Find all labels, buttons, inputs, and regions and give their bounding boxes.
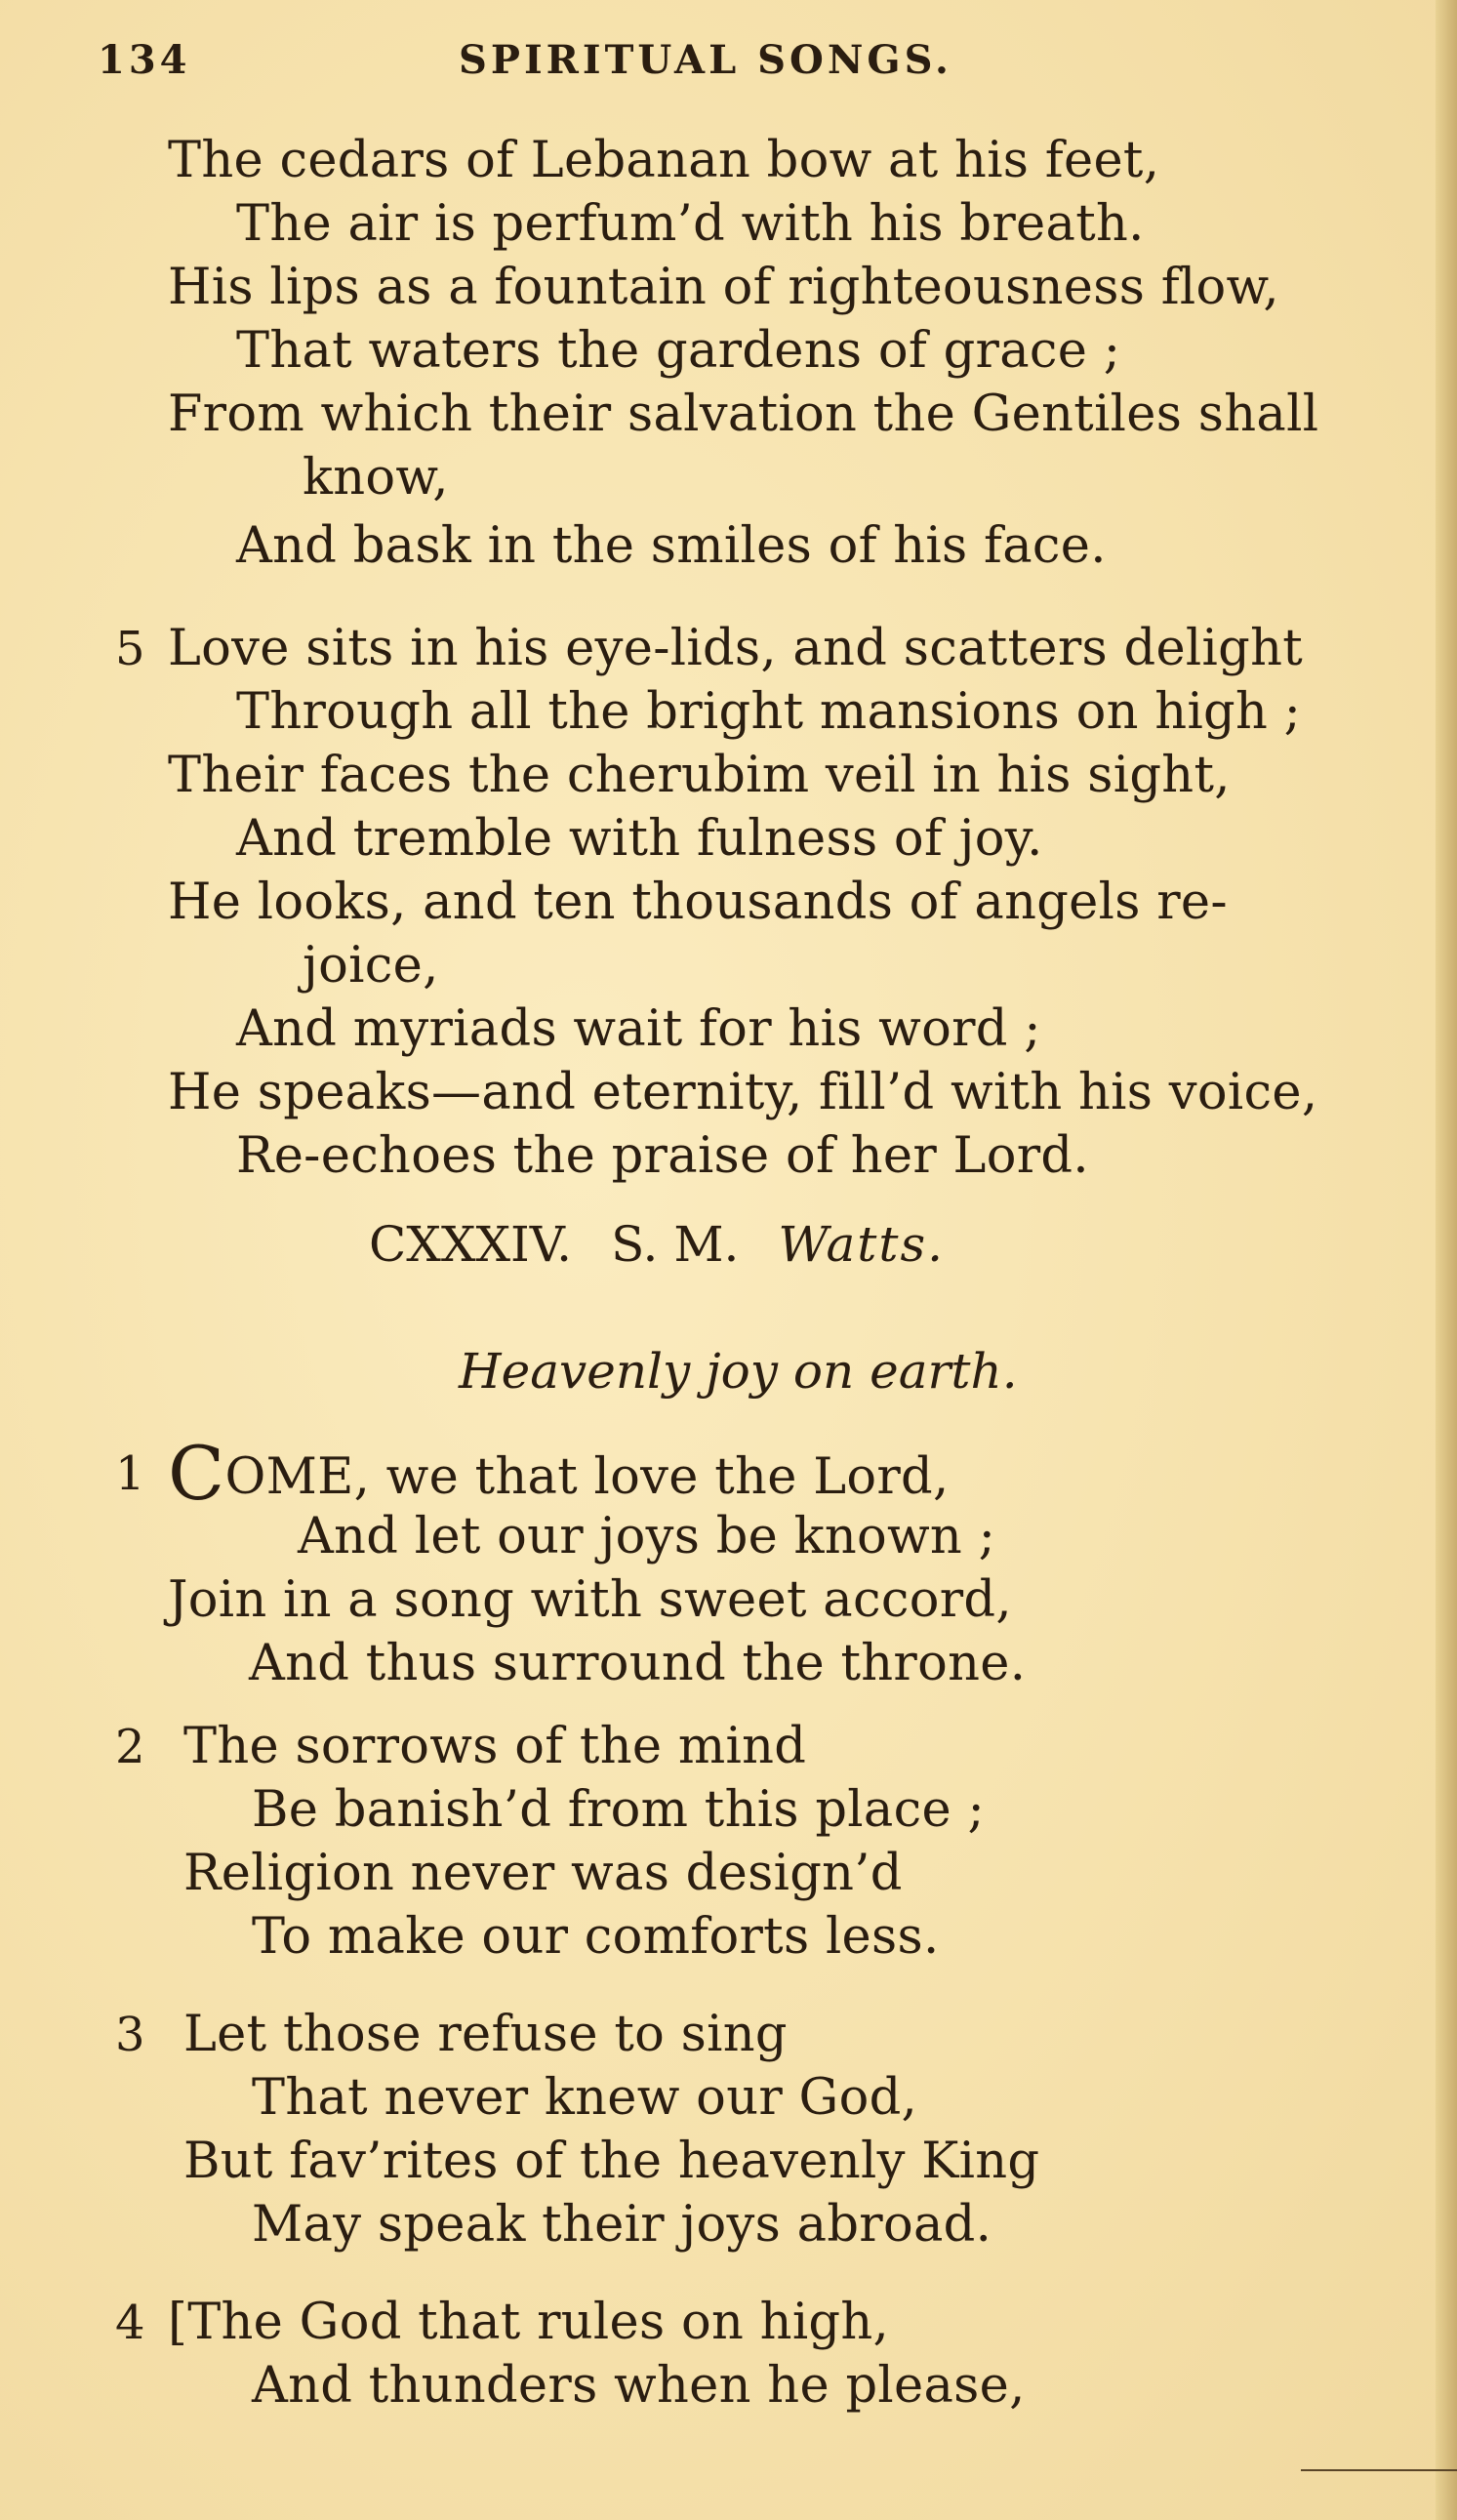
verse-line: Re-echoes the praise of her Lord. <box>236 1127 1089 1185</box>
verse-line: To make our comforts less. <box>252 1908 940 1966</box>
verse-line: And thunders when he please, <box>252 2357 1026 2415</box>
verse-line: Join in a song with sweet accord, <box>168 1571 1012 1629</box>
divider <box>1301 2469 1457 2471</box>
drop-cap: C <box>168 1430 225 1517</box>
verse-line: Let those refuse to sing <box>183 2006 788 2063</box>
running-head: SPIRITUAL SONGS. <box>459 37 952 83</box>
verse-line: And bask in the smiles of his face. <box>236 517 1107 575</box>
verse-line: COME, we that love the Lord, <box>168 1430 950 1517</box>
verse-number: 2 <box>115 1720 145 1774</box>
hymn-meter: S. M. <box>611 1216 740 1273</box>
verse-line: And let our joys be known ; <box>298 1508 996 1565</box>
verse-line: But fav’rites of the heavenly King <box>183 2133 1040 2190</box>
verse-line: He looks, and ten thousands of angels re- <box>168 874 1228 931</box>
verse-number: 1 <box>115 1446 145 1501</box>
hymn-title <box>369 1215 945 1274</box>
verse-line: And myriads wait for his word ; <box>236 1000 1041 1058</box>
verse-line: Their faces the cherubim veil in his sight, <box>168 747 1231 804</box>
verse-line: The air is perfum’d with his breath. <box>236 195 1145 253</box>
verse-number: 5 <box>115 622 145 676</box>
verse-line: And tremble with fulness of joy. <box>236 810 1043 868</box>
verse-line: The sorrows of the mind <box>183 1718 807 1775</box>
verse-line: He speaks—and eternity, fill’d with his voice, <box>168 1064 1318 1121</box>
hymn-number: CXXXIV. <box>369 1216 573 1273</box>
verse-line: Through all the bright mansions on high ; <box>236 683 1302 741</box>
verse-line: joice, <box>303 937 439 995</box>
verse-line: That waters the gardens of grace ; <box>236 322 1121 380</box>
page-number: 134 <box>98 37 191 83</box>
page-edge <box>1436 0 1457 2520</box>
verse-line: That never knew our God, <box>252 2069 918 2127</box>
verse-line: Be banish’d from this place ; <box>252 1781 985 1839</box>
hymn-subtitle: Heavenly joy on earth. <box>459 1343 1018 1400</box>
verse-line: From which their salvation the Gentiles shall <box>168 386 1319 443</box>
verse-number: 4 <box>115 2296 145 2350</box>
verse-line: And thus surround the throne. <box>249 1635 1027 1692</box>
verse-line: Religion never was design’d <box>183 1845 903 1902</box>
verse-line: Love sits in his eye-lids, and scatters delight <box>168 620 1304 677</box>
verse-number: 3 <box>115 2008 145 2062</box>
verse-line: [The God that rules on high, <box>168 2294 890 2351</box>
verse-line: know, <box>303 449 449 507</box>
verse-line: May speak their joys abroad. <box>252 2196 992 2254</box>
verse-line: His lips as a fountain of righteousness flow, <box>168 259 1279 316</box>
hymn-author: Watts. <box>778 1216 946 1273</box>
verse-line: The cedars of Lebanan bow at his feet, <box>168 132 1160 189</box>
